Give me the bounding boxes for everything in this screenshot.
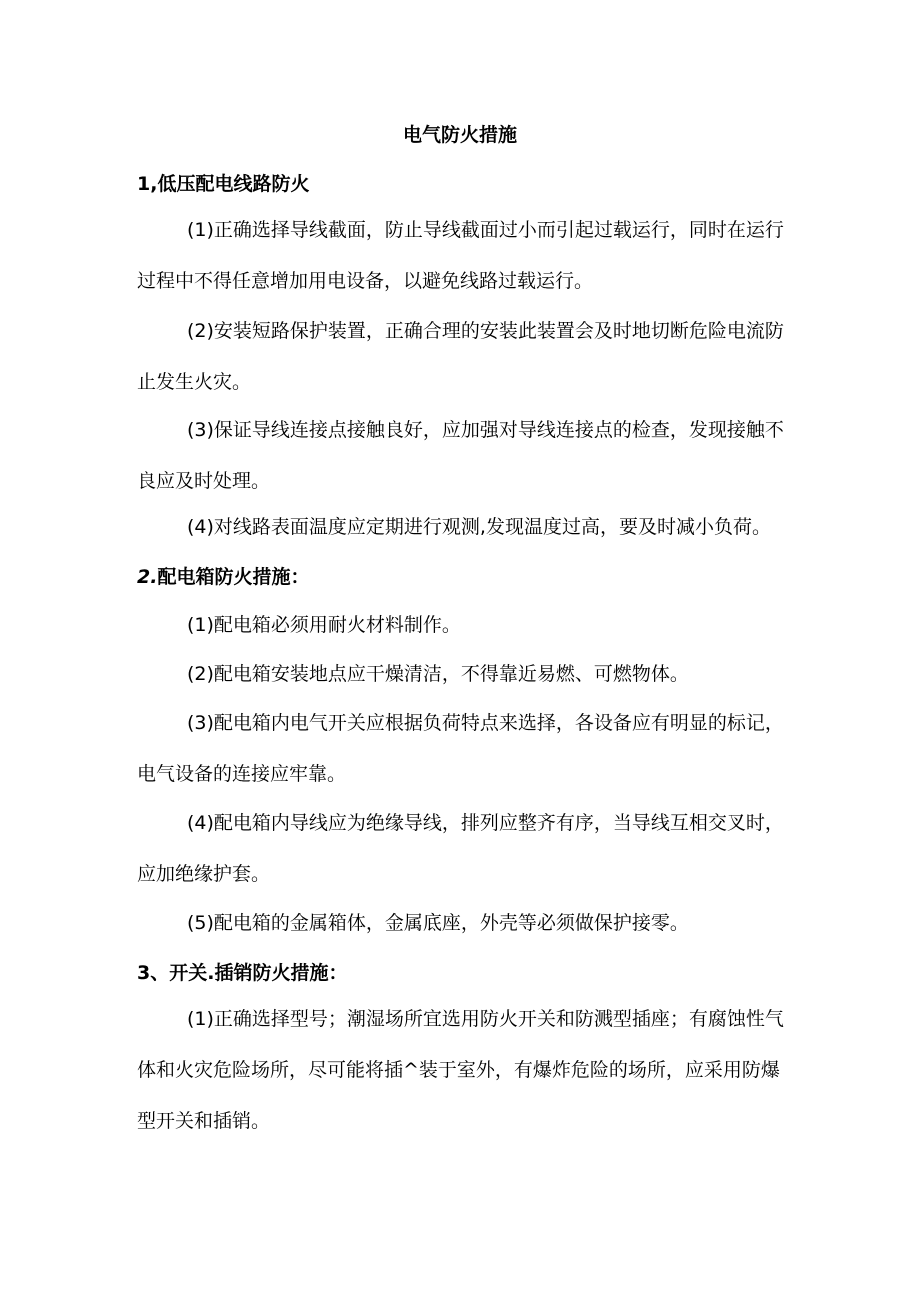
section-2-heading-number: 2.: [137, 566, 158, 588]
section-1-item-1: (1)正确选择导线截面，防止导线截面过小而引起过载运行，同时在运行过程中不得任意增加用电设备，以避免线路过载运行。: [137, 219, 784, 292]
section-1-item-2: (2)安装短路保护装置，正确合理的安装此装置会及时地切断危险电流防止发生火灾。: [137, 320, 784, 393]
section-2-heading-text: 配电箱防火措施：: [157, 566, 310, 588]
section-1-item-4: (4)对线路表面温度应定期进行观测,发现温度过高，要及时减小负荷。: [187, 516, 771, 538]
section-2-item-3: (3)配电箱内电气开关应根据负荷特点来选择，各设备应有明显的标记，电气设备的连接应牢靠。: [137, 712, 784, 785]
section-2-item-1: (1)配电箱必须用耐火材料制作。: [187, 614, 461, 636]
section-2-heading: [137, 563, 309, 591]
section-1-item-3: (3)保证导线连接点接触良好，应加强对导线连接点的检查，发现接触不良应及时处理。: [137, 419, 784, 492]
section-2-item-2: (2)配电箱安装地点应干燥清洁，不得靠近易燃、可燃物体。: [187, 663, 689, 685]
section-3-item-1: (1)正确选择型号；潮湿场所宜选用防火开关和防溅型插座；有腐蚀性气体和火灾危险场所，尽可能将插^装于室外，有爆炸危险的场所，应采用防爆型开关和插销。: [137, 1008, 784, 1132]
section-2-item-4: (4)配电箱内导线应为绝缘导线，排列应整齐有序，当导线互相交叉时，应加绝缘护套。: [137, 812, 784, 885]
section-3-heading: 3、开关.插销防火措施：: [137, 962, 348, 984]
document-title: 电气防火措施: [402, 124, 517, 146]
section-2-item-5: (5)配电箱的金属箱体，金属底座，外壳等必须做保护接零。: [187, 912, 689, 934]
section-1-heading: 1,低压配电线路防火: [137, 173, 310, 195]
